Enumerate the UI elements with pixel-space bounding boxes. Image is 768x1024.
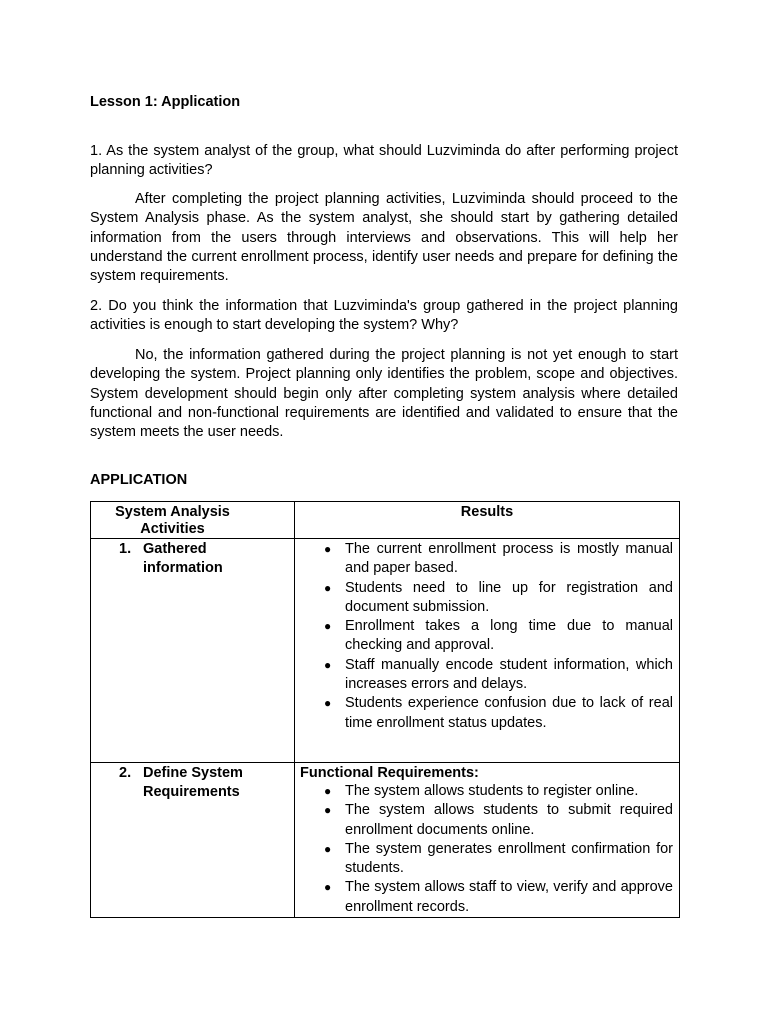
table-row: [91, 763, 680, 918]
bullet-icon: ●: [324, 841, 332, 856]
activity-number: 1.: [119, 541, 132, 557]
bullet-icon: ●: [324, 580, 332, 595]
question-1: 1. As the system analyst of the group, what should Luzviminda do after performing project planning activities?: [90, 143, 678, 179]
header-results-label: Results: [460, 504, 514, 520]
question-2: 2. Do you think the information that Luzviminda's group gathered in the project planning activities is enough to start developing the system? Why?: [90, 298, 678, 334]
lesson-title: Lesson 1: Application: [90, 94, 241, 110]
bullet-icon: ●: [324, 784, 332, 798]
list-item: ● Students experience confusion due to lack of real time enrollment status updates.: [324, 695, 673, 731]
header-results: [295, 502, 680, 539]
activity-cell: [91, 539, 295, 763]
table-header-row: [91, 502, 680, 539]
table-row: [91, 539, 680, 763]
bullet-icon: ●: [324, 542, 332, 556]
activity-label: Define System Requirements: [143, 765, 243, 801]
answer-1: After completing the project planning activities, Luzviminda should proceed to the System Analysis phase. As the system analyst, she should start by gathering detailed information from the users through interviews and observations. This will help her understand the current enrollment process, identify user needs and prepare for defining the system requirements.: [90, 191, 678, 285]
list-item: ● Students need to line up for registration and document submission.: [324, 579, 673, 615]
activity-cell: [91, 763, 295, 918]
bullet-icon: ●: [324, 880, 332, 895]
results-list: [295, 540, 679, 733]
list-item: ● Staff manually encode student information, which increases errors and delays.: [324, 656, 673, 693]
results-cell: [295, 539, 680, 763]
bullet-icon: ●: [324, 696, 332, 711]
list-item: ● The system allows staff to view, verify and approve enrollment records.: [324, 879, 673, 915]
application-heading: APPLICATION: [90, 472, 188, 488]
answer-2: No, the information gathered during the project planning is not yet enough to start developing the system. Project planning only identifies the problem, scope and objectives. System development should begin only after completing system analysis where detailed functional and non-functional requirements are identified and validated to ensure that the system meets the user needs.: [90, 347, 678, 441]
list-item: ● The system generates enrollment confirmation for students.: [324, 840, 673, 877]
list-item: ● The system allows students to register online.: [295, 782, 673, 801]
results-list: [295, 782, 679, 917]
activity-label: Gathered information: [143, 541, 223, 577]
list-item: ● Enrollment takes a long time due to manual checking and approval.: [324, 618, 673, 654]
list-item: ● The current enrollment process is mostly manual and paper based.: [324, 541, 673, 577]
activity-number: 2.: [119, 765, 132, 781]
system-analysis-table: [90, 501, 680, 918]
bullet-icon: ●: [324, 803, 332, 818]
bullet-icon: ●: [324, 619, 332, 634]
results-cell: [295, 763, 680, 918]
functional-requirements-heading: Functional Requirements:: [300, 765, 479, 781]
bullet-icon: ●: [324, 657, 332, 672]
header-activities-label: System Analysis Activities: [115, 504, 230, 537]
header-activities: [91, 502, 295, 539]
list-item: ● The system allows students to submit required enrollment documents online.: [324, 802, 673, 838]
